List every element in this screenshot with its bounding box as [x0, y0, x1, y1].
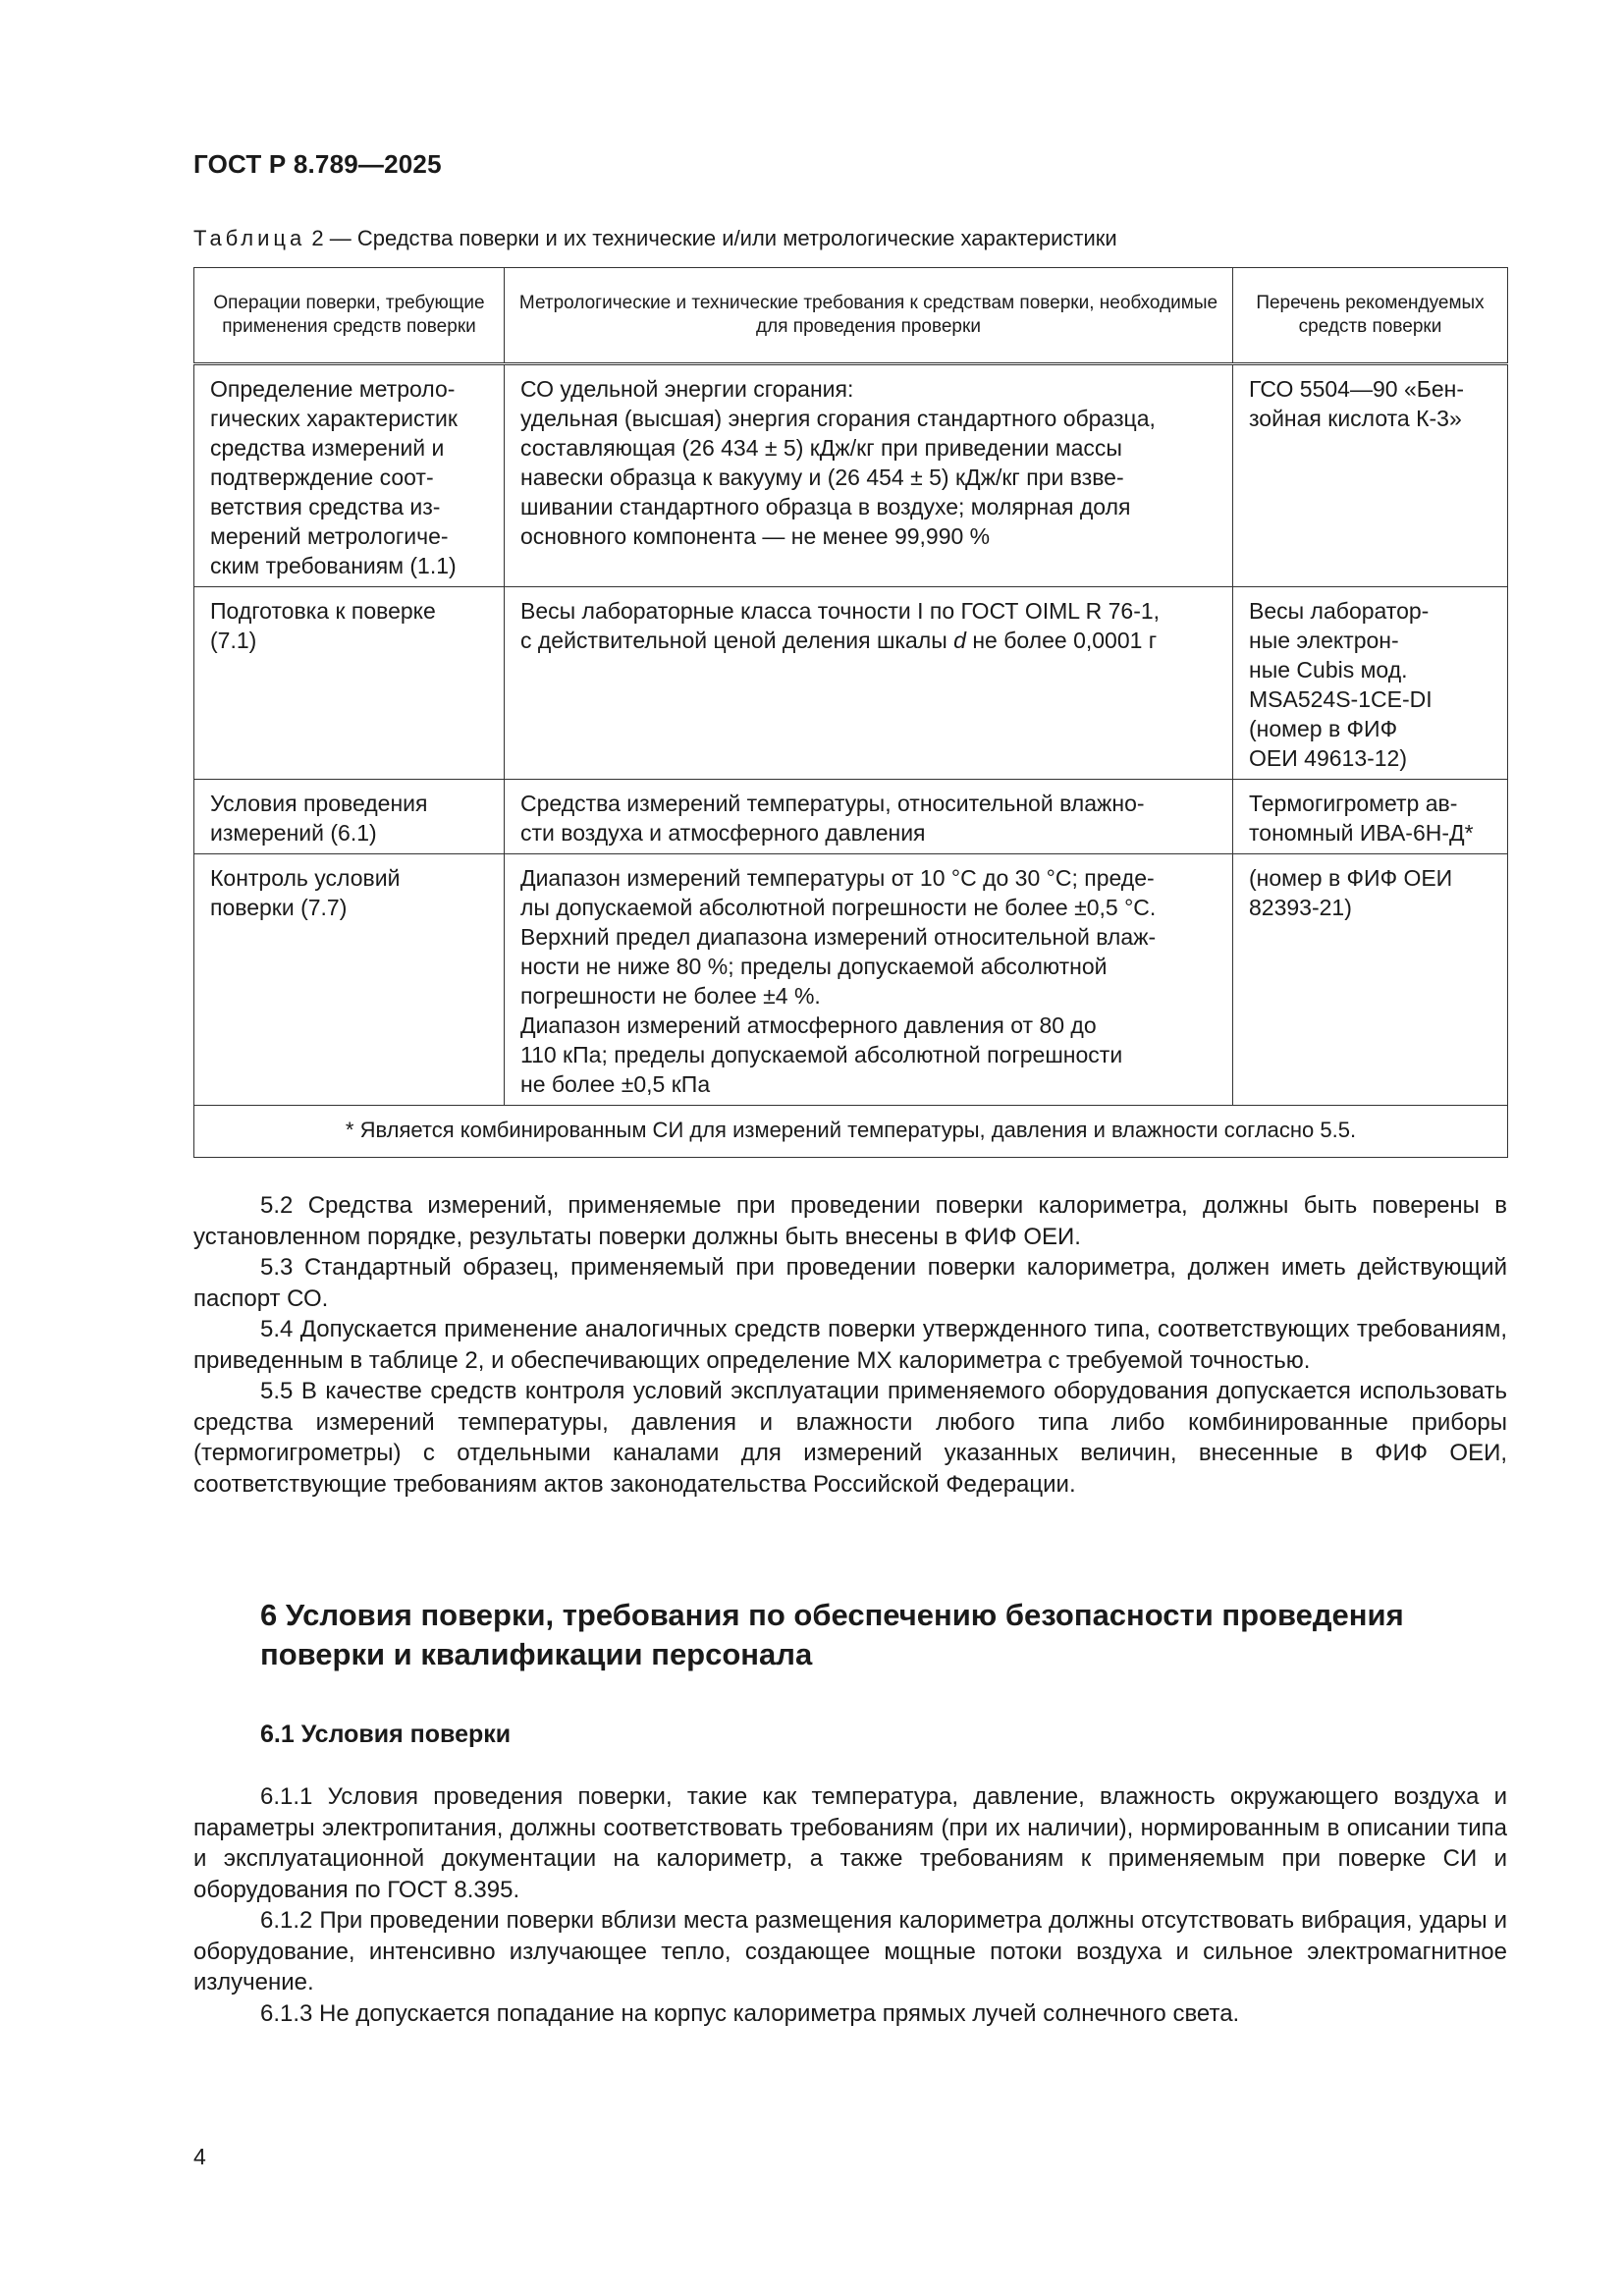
subsection-6-1-title: 6.1 Условия поверки: [260, 1721, 512, 1748]
table-row: [194, 587, 1508, 780]
cell-requirement: Средства измерений температуры, относительной влажно- сти воздуха и атмосферного давления: [505, 780, 1233, 854]
paragraph-5-2: 5.2 Средства измерений, применяемые при проведении поверки калориметра, должны быть поверены в установленном порядке, результаты поверки должны быть внесены в ФИФ ОЕИ.: [193, 1192, 1507, 1250]
paragraph-6-1-3: 6.1.3 Не допускается попадание на корпус калориметра прямых лучей солнечного света.: [260, 1999, 1240, 2027]
cell-recommended: ГСО 5504—90 «Бен- зойная кислота К-3»: [1233, 364, 1508, 587]
table-row: [194, 854, 1508, 1106]
table-footnote-row: [194, 1106, 1508, 1158]
table-caption-text: 2 — Средства поверки и их технические и/или метрологические характеристики: [305, 226, 1117, 250]
cell-operation: Контроль условий поверки (7.7): [194, 854, 505, 1106]
section-5-paragraphs: [193, 1190, 1507, 1500]
table-caption-label: Таблица: [193, 226, 306, 250]
table-footnote: * Является комбинированным СИ для измерений температуры, давления и влажности согласно 5.5.: [194, 1106, 1508, 1158]
page-number: 4: [193, 2144, 206, 2169]
table-row: [194, 780, 1508, 854]
section-6-paragraphs: [193, 1781, 1507, 2029]
paragraph-5-4: 5.4 Допускается применение аналогичных средств поверки утвержденного типа, соответствующих требованиям, приведенным в таблице 2, и обеспечивающих определение МХ калориметра с требуемой точностью.: [193, 1316, 1507, 1374]
cell-operation: Определение метроло- гических характеристик средства измерений и подтверждение соот- ветствия средства из- мерений метрологиче- ским требованиям (1.1): [194, 364, 505, 587]
cell-recommended: Термогигрометр ав- тономный ИВА-6Н-Д*: [1233, 780, 1508, 854]
header-operations: Операции поверки, требующие применения средств поверки: [194, 268, 505, 364]
cell-operation: Подготовка к поверке (7.1): [194, 587, 505, 780]
cell-recommended: (номер в ФИФ ОЕИ 82393-21): [1233, 854, 1508, 1106]
table-caption: [193, 226, 1117, 251]
paragraph-5-5: 5.5 В качестве средств контроля условий эксплуатации применяемого оборудования допускается использовать средства измерений температуры, давления и влажности любого типа либо комбинированные приборы (термогигрометры) с отдельными каналами для измерений указанных величин, внесенные в ФИФ ОЕИ, соответствующие требованиям актов законодательства Российской Федерации.: [193, 1378, 1507, 1498]
paragraph-5-3: 5.3 Стандартный образец, применяемый при проведении поверки калориметра, должен иметь действующий паспорт СО.: [193, 1254, 1507, 1312]
header-requirements: Метрологические и технические требования к средствам поверки, необходимые для проведения проверки: [505, 268, 1233, 364]
header-recommended: Перечень рекомендуемых средств поверки: [1233, 268, 1508, 364]
paragraph-6-1-2: 6.1.2 При проведении поверки вблизи места размещения калориметра должны отсутствовать вибрация, удары и оборудование, интенсивно излучающее тепло, создающее мощные потоки воздуха и сильное электромагнитное излучение.: [193, 1907, 1507, 1995]
cell-requirement: Диапазон измерений температуры от 10 °С до 30 °С; преде- лы допускаемой абсолютной погрешности не более ±0,5 °С. Верхний предел диапазона измерений относительной влаж- ности не ниже 80 %; пределы допускаемой абсолютной погрешности не более ±4 %. Диапазон измерений атмосферного давления от 80 до 110 кПа; пределы допускаемой абсолютной погрешности не более ±0,5 кПа: [505, 854, 1233, 1106]
document-code: ГОСТ Р 8.789—2025: [193, 149, 442, 179]
verification-means-table: [193, 267, 1508, 1158]
variable-d: d: [953, 628, 966, 653]
cell-operation: Условия проведения измерений (6.1): [194, 780, 505, 854]
cell-recommended: Весы лаборатор- ные электрон- ные Cubis мод. MSA524S-1CE-DI (номер в ФИФ ОЕИ 49613-12): [1233, 587, 1508, 780]
cell-requirement: СО удельной энергии сгорания: удельная (высшая) энергия сгорания стандартного образца, составляющая (26 434 ± 5) кДж/кг при приведении массы навески образца к вакууму и (26 454 ± 5) кДж/кг при взве- шивании стандартного образца в воздухе; молярная доля основного компонента — не менее 99,990 %: [505, 364, 1233, 587]
paragraph-6-1-1: 6.1.1 Условия проведения поверки, такие как температура, давление, влажность окружающего воздуха и параметры электропитания, должны соответствовать требованиям (при их наличии), нормированным в описании типа и эксплуатационной документации на калориметр, а также требованиям к применяемым при поверке СИ и оборудования по ГОСТ 8.395.: [193, 1783, 1507, 1903]
table-row: [194, 364, 1508, 587]
section-6-title: 6 Условия поверки, требования по обеспечению безопасности проведения поверки и квалификации персонала: [260, 1598, 1404, 1671]
table-header-row: [194, 268, 1508, 364]
cell-requirement: Весы лабораторные класса точности I по ГОСТ OIML R 76-1, с действительной ценой деления шкалы d не более 0,0001 г: [505, 587, 1233, 780]
